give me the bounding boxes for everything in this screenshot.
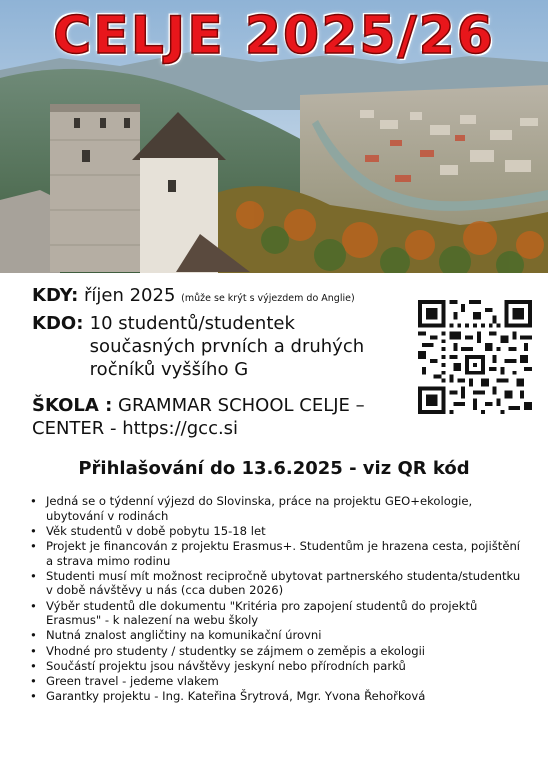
school-label: ŠKOLA bbox=[32, 395, 99, 416]
list-item: • Věk studentů v době pobytu 15-18 let bbox=[30, 523, 266, 538]
qr-code[interactable] bbox=[418, 300, 532, 414]
list-item: • Jedná se o týdenní výjezd do Slovinska, práce na projektu GEO+ekologie, ubytování v rodinách bbox=[30, 494, 473, 523]
poster-title: CELJE 2025/26 bbox=[53, 6, 495, 66]
when-label: KDY bbox=[32, 285, 72, 306]
list-item: • Studenti musí mít možnost recipročně ubytovat partnerského studenta/studentku v době návštěvy u nás (cca duben 2026) bbox=[30, 568, 521, 598]
registration-deadline: Přihlašování do 13.6.2025 - viz QR kód bbox=[78, 458, 470, 479]
list-item: • Garantky projektu - Ing. Kateřina Šrytrová, Mgr. Yvona Řehořková bbox=[30, 689, 426, 704]
when-note: (může se krýt s výjezdem do Anglie) bbox=[181, 293, 355, 304]
school-row: ŠKOLA : GRAMMAR SCHOOL CELJE – CENTER - https://gcc.si bbox=[32, 395, 365, 439]
list-item: • Součástí projektu jsou návštěvy jeskyní nebo přírodních parků bbox=[30, 658, 406, 673]
when-row: KDY: říjen 2025 (může se krýt s výjezdem do Anglie) bbox=[32, 285, 355, 306]
who-value: 10 studentů/studentek současných prvních a druhých ročníků vyššího G bbox=[89, 313, 365, 380]
list-item: • Green travel - jedeme vlakem bbox=[30, 673, 219, 688]
celje-castle-photo bbox=[0, 0, 548, 273]
list-item: • Výběr studentů dle dokumentu "Kritéria pro zapojení studentů do projektů Erasmus" - k nalezení na webu školy bbox=[30, 598, 478, 628]
details-list bbox=[30, 494, 530, 704]
list-item: • Nutná znalost angličtiny na komunikační úrovni bbox=[30, 628, 322, 643]
who-row: KDO: 10 studentů/studentek současných prvních a druhých ročníků vyššího G bbox=[32, 312, 402, 381]
school-value: GRAMMAR SCHOOL CELJE – CENTER - https://gcc.si bbox=[32, 395, 365, 439]
list-item: • Projekt je financován z projektu Erasmus+. Studentům je hrazena cesta, pojištění a strava mimo rodinu bbox=[30, 538, 521, 568]
who-label: KDO bbox=[32, 313, 77, 334]
list-item: • Vhodné pro studenty / studentky se zájmem o zeměpis a ekologii bbox=[30, 643, 426, 658]
when-value: říjen 2025 bbox=[84, 285, 176, 306]
